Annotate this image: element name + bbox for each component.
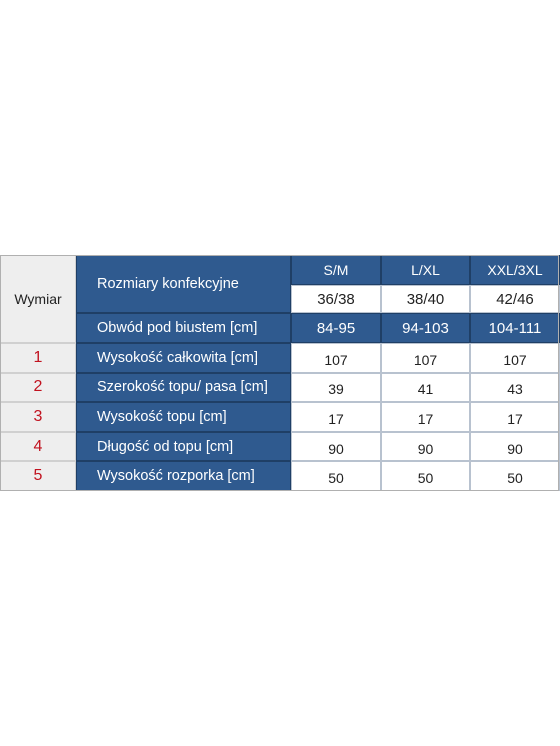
row-value: 43	[470, 373, 560, 403]
row-label: Wysokość całkowita [cm]	[76, 343, 291, 373]
size-header-sm: S/M	[291, 255, 381, 285]
row-value: 50	[291, 461, 381, 491]
row-number: 3	[0, 402, 76, 432]
row-value: 90	[381, 432, 470, 462]
row-number: 5	[0, 461, 76, 491]
row-value: 107	[381, 343, 470, 373]
size-header-xxl3xl: XXL/3XL	[470, 255, 560, 285]
eu-size-sm: 36/38	[291, 285, 381, 313]
obwod-value-sm: 84-95	[291, 313, 381, 343]
row-label: Wysokość rozporka [cm]	[76, 461, 291, 491]
rozmiary-label: Rozmiary konfekcyjne	[97, 276, 239, 292]
row-value: 17	[470, 402, 560, 432]
eu-size-xxl3xl: 42/46	[470, 285, 560, 313]
rozmiary-header	[76, 255, 291, 313]
row-value: 107	[470, 343, 560, 373]
row-value: 90	[291, 432, 381, 462]
row-value: 50	[381, 461, 470, 491]
row-value: 39	[291, 373, 381, 403]
wymiar-label: Wymiar	[14, 291, 62, 307]
size-header-lxl: L/XL	[381, 255, 470, 285]
wymiar-header	[0, 255, 76, 343]
row-value: 107	[291, 343, 381, 373]
row-value: 41	[381, 373, 470, 403]
row-value: 50	[470, 461, 560, 491]
row-label: Długość od topu [cm]	[76, 432, 291, 462]
obwod-value-lxl: 94-103	[381, 313, 470, 343]
size-table	[0, 255, 560, 491]
obwod-value-xxl3xl: 104-111	[470, 313, 560, 343]
obwod-label-cell: Obwód pod biustem [cm]	[76, 313, 291, 343]
row-label: Wysokość topu [cm]	[76, 402, 291, 432]
row-number: 4	[0, 432, 76, 462]
row-number: 1	[0, 343, 76, 373]
row-value: 17	[291, 402, 381, 432]
row-label: Szerokość topu/ pasa [cm]	[76, 373, 291, 403]
row-value: 17	[381, 402, 470, 432]
row-number: 2	[0, 373, 76, 403]
row-value: 90	[470, 432, 560, 462]
eu-size-lxl: 38/40	[381, 285, 470, 313]
